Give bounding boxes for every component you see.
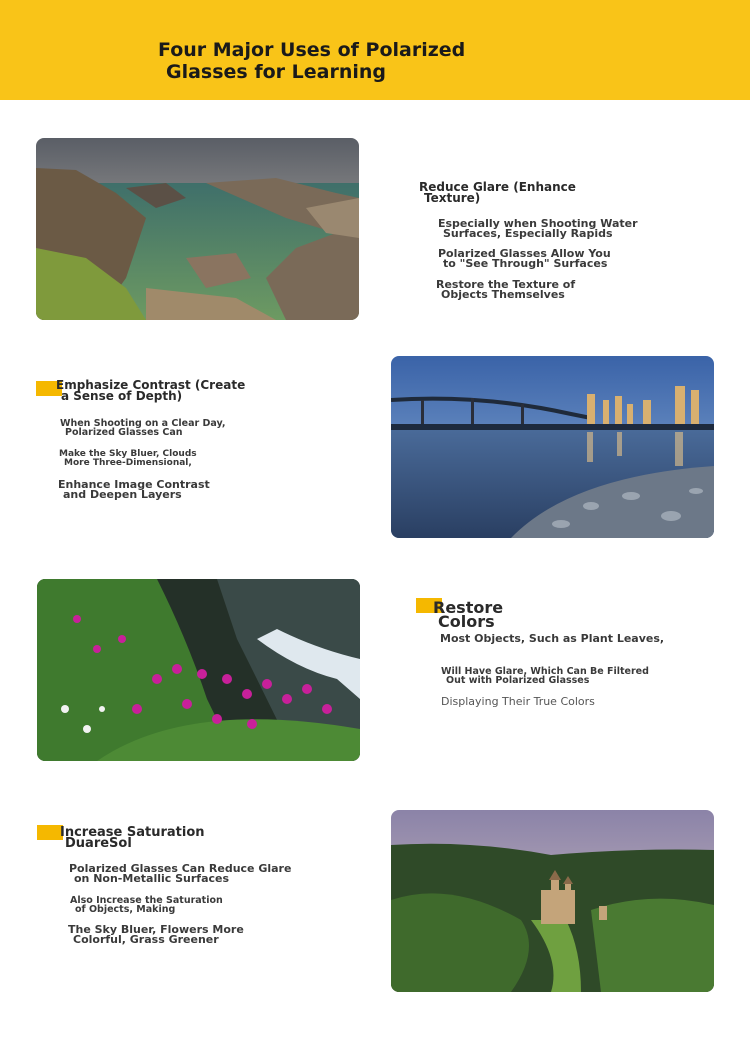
section-2-item-3: Enhance Image Contrast and Deepen Layers (58, 478, 210, 501)
section-4-item-2: Also Increase the Saturation of Objects, Making (70, 895, 223, 915)
forest-castle-photo (391, 810, 714, 992)
section-4-heading: Increase Saturation DuareSol (60, 827, 205, 849)
section-2-item-2: Make the Sky Bluer, Clouds More Three-Dimensional, (59, 449, 197, 468)
city-bridge-night-photo (391, 356, 714, 538)
section-2-item-1: When Shooting on a Clear Day, Polarized Glasses Can (60, 418, 226, 438)
section-1-item-1: Especially when Shooting Water Surfaces, Especially Rapids (438, 217, 638, 240)
coastal-rocks-photo (36, 138, 359, 320)
section-3-item-1: Most Objects, Such as Plant Leaves, (440, 632, 665, 645)
section-3-heading: Restore Colors (433, 601, 503, 629)
flowers-stream-photo (37, 579, 360, 761)
section-4-item-1: Polarized Glasses Can Reduce Glare on Non-Metallic Surfaces (69, 862, 292, 885)
section-1-heading: Reduce Glare (Enhance Texture) (419, 180, 576, 205)
section-2-heading: Emphasize Contrast (Create a Sense of Depth) (56, 380, 245, 402)
page-title: Four Major Uses of Polarized Glasses for Learning (158, 39, 466, 83)
section-4-item-3: The Sky Bluer, Flowers More Colorful, Grass Greener (68, 923, 244, 946)
section-3-item-2: Will Have Glare, Which Can Be Filtered Out with Polarized Glasses (441, 666, 649, 686)
section-1-item-2: Polarized Glasses Allow You to "See Through" Surfaces (438, 247, 611, 270)
section-1-item-3: Restore the Texture of Objects Themselves (436, 278, 576, 301)
header-banner (0, 0, 750, 100)
section-3-item-3: Displaying Their True Colors (441, 695, 595, 708)
